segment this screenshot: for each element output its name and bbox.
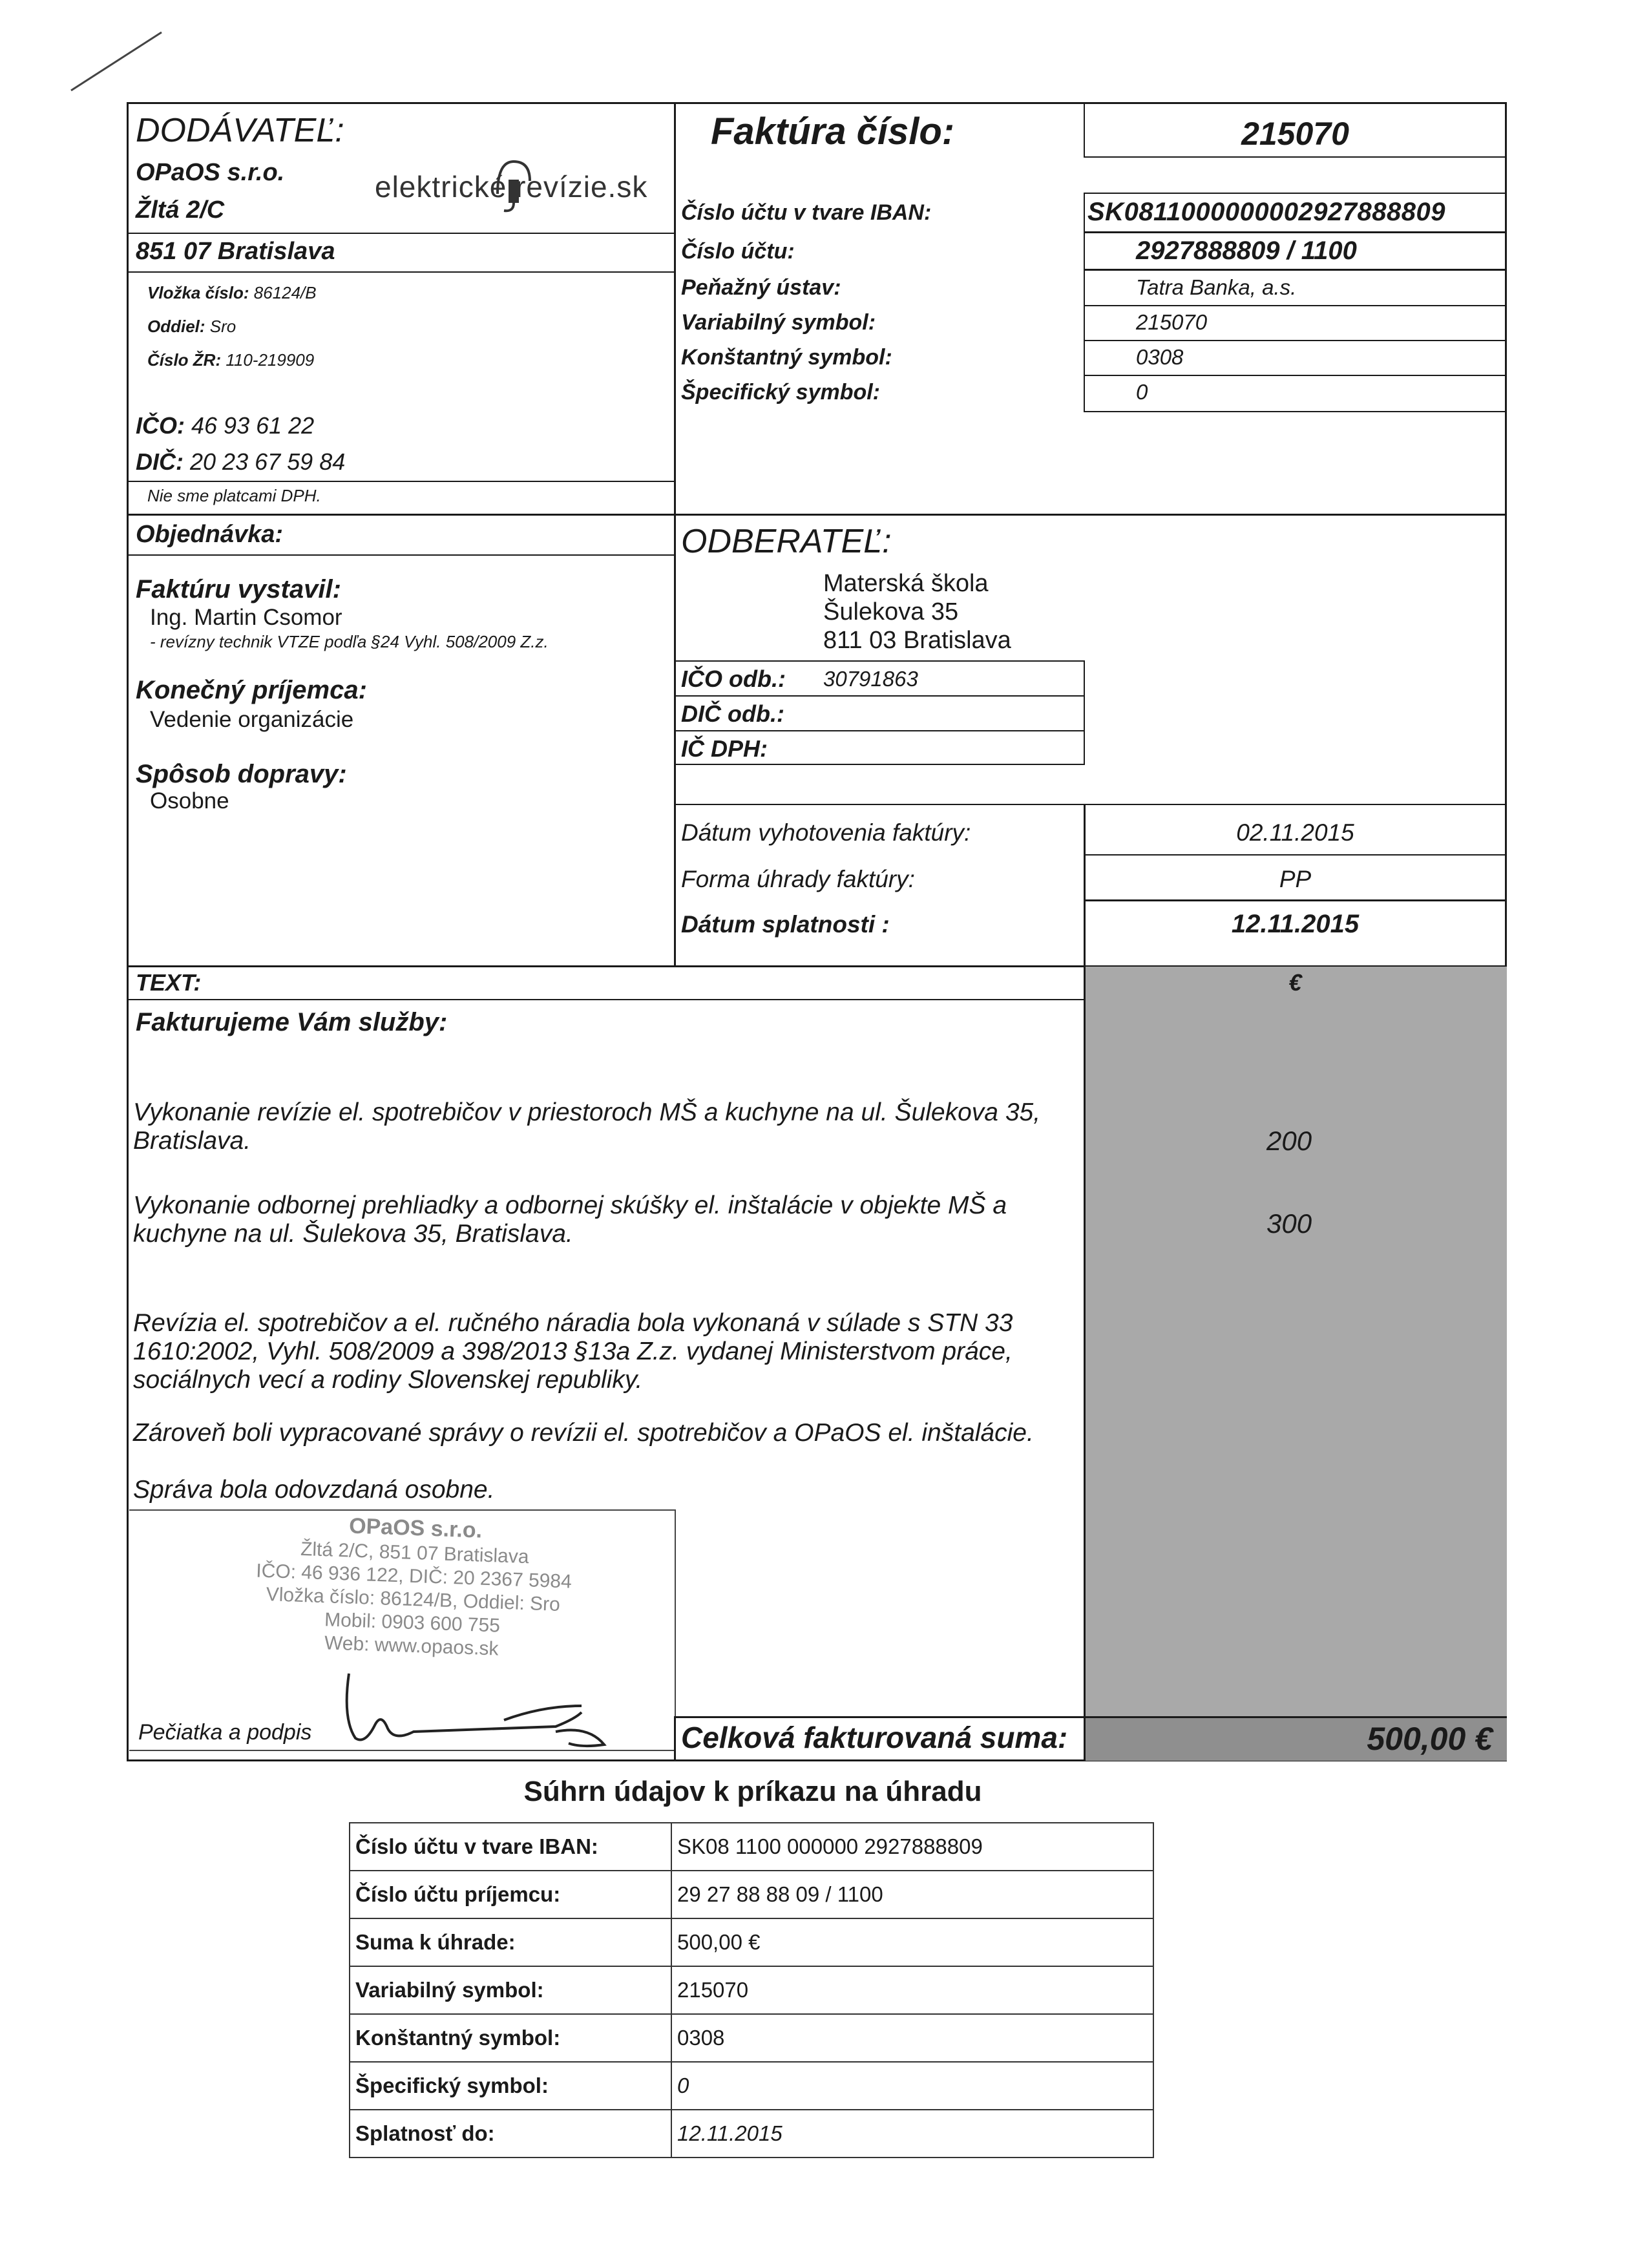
supplier-ico: IČO: 46 93 61 22 bbox=[136, 412, 315, 439]
para1-line1: Revízia el. spotrebičov a el. ručného náradia bola vykonaná v súlade s STN 33 bbox=[133, 1309, 1013, 1337]
recipient-value: Vedenie organizácie bbox=[150, 707, 354, 732]
payment-form-value: PP bbox=[1279, 866, 1312, 892]
due-date-label: Dátum splatnosti : bbox=[681, 911, 890, 938]
account-value: 2927888809 / 1100 bbox=[1136, 236, 1357, 265]
customer-name: Materská škola bbox=[823, 570, 989, 597]
item2-amount: 300 bbox=[1266, 1208, 1312, 1239]
customer-icdph-label: IČ DPH: bbox=[681, 735, 768, 762]
customer-heading: ODBERATEĽ: bbox=[681, 523, 892, 560]
items-intro: Fakturujeme Vám služby: bbox=[136, 1008, 448, 1036]
total-label: Celková fakturovaná suma: bbox=[681, 1721, 1068, 1754]
logo-text: elektrické revízie.sk bbox=[375, 170, 648, 204]
invoice-number: 215070 bbox=[1241, 116, 1349, 152]
total-value: 500,00 € bbox=[1367, 1721, 1493, 1757]
stamp-line4: Vložka číslo: 86124/B, Oddiel: Sro bbox=[266, 1584, 561, 1615]
stamp-line1: OPaOS s.r.o. bbox=[348, 1513, 483, 1543]
supplier-vlozka: Vložka číslo: 86124/B bbox=[147, 283, 317, 302]
supplier-heading: DODÁVATEĽ: bbox=[136, 112, 344, 149]
stamp-line2: Žltá 2/C, 851 07 Bratislava bbox=[300, 1538, 530, 1568]
summary-value: 215070 bbox=[671, 1966, 1153, 2014]
supplier-vat-note: Nie sme platcami DPH. bbox=[147, 486, 321, 505]
signature bbox=[310, 1667, 620, 1751]
summary-label: Variabilný symbol: bbox=[350, 1966, 671, 2014]
summary-title: Súhrn údajov k príkazu na úhradu bbox=[523, 1776, 982, 1807]
summary-label: Splatnosť do: bbox=[350, 2110, 671, 2158]
item2-line2: kuchyne na ul. Šulekova 35, Bratislava. bbox=[133, 1220, 573, 1248]
summary-value: 0308 bbox=[671, 2014, 1153, 2062]
para1-line2: 1610:2002, Vyhl. 508/2009 a 398/2013 §13a Z.z. vydanej Ministerstvom práce, bbox=[133, 1338, 1013, 1365]
supplier-zr: Číslo ŽR: 110-219909 bbox=[147, 350, 315, 370]
currency-header: € bbox=[1288, 969, 1302, 996]
summary-value: 0 bbox=[671, 2062, 1153, 2110]
summary-value: SK08 1100 000000 2927888809 bbox=[671, 1823, 1153, 1871]
customer-street: Šulekova 35 bbox=[823, 598, 959, 625]
vs-value: 215070 bbox=[1136, 310, 1208, 334]
summary-row bbox=[350, 2062, 1153, 2110]
pen-mark bbox=[65, 26, 168, 97]
summary-label: Číslo účtu v tvare IBAN: bbox=[350, 1823, 671, 1871]
summary-row bbox=[350, 1823, 1153, 1871]
customer-ico-label: IČO odb.: bbox=[681, 666, 786, 692]
summary-table bbox=[349, 1822, 1154, 2158]
para2: Zároveň boli vypracované správy o revízii el. spotrebičov a OPaOS el. inštalácie. bbox=[133, 1419, 1034, 1447]
objednavka-label: Objednávka: bbox=[136, 521, 284, 548]
customer-ico-value: 30791863 bbox=[823, 667, 918, 691]
item1-line1: Vykonanie revízie el. spotrebičov v priestoroch MŠ a kuchyne na ul. Šulekova 35, bbox=[133, 1098, 1041, 1126]
invoice-title: Faktúra číslo: bbox=[711, 110, 955, 152]
para1-line3: sociálnych vecí a rodiny Slovenskej republiky. bbox=[133, 1366, 643, 1394]
summary-row bbox=[350, 2014, 1153, 2062]
text-header: TEXT: bbox=[136, 969, 202, 996]
summary-label: Špecifický symbol: bbox=[350, 2062, 671, 2110]
issue-date-value: 02.11.2015 bbox=[1236, 819, 1354, 846]
supplier-oddiel: Oddiel: Sro bbox=[147, 317, 236, 336]
divider-mid bbox=[127, 514, 1507, 516]
customer-city: 811 03 Bratislava bbox=[823, 627, 1011, 654]
issuer-name: Ing. Martin Csomor bbox=[150, 605, 342, 630]
summary-label: Konštantný symbol: bbox=[350, 2014, 671, 2062]
item2-line1: Vykonanie odbornej prehliadky a odbornej skúšky el. inštalácie v objekte MŠ a bbox=[133, 1192, 1007, 1219]
issuer-label: Faktúru vystavil: bbox=[136, 575, 341, 604]
issuer-note: - revízny technik VTZE podľa §24 Vyhl. 508/2009 Z.z. bbox=[150, 632, 549, 651]
company-logo bbox=[375, 155, 659, 213]
item1-amount: 200 bbox=[1266, 1126, 1312, 1156]
ss-value: 0 bbox=[1136, 380, 1148, 404]
vs-label: Variabilný symbol: bbox=[681, 310, 876, 335]
divider-vertical bbox=[674, 102, 676, 967]
due-date-value: 12.11.2015 bbox=[1231, 910, 1360, 938]
summary-row bbox=[350, 2110, 1153, 2158]
stamp-caption: Pečiatka a podpis bbox=[138, 1720, 312, 1745]
company-stamp bbox=[211, 1509, 616, 1664]
item1-line2: Bratislava. bbox=[133, 1127, 251, 1155]
summary-row bbox=[350, 1918, 1153, 1966]
customer-dic-label: DIČ odb.: bbox=[681, 700, 784, 727]
bank-value: Tatra Banka, a.s. bbox=[1136, 275, 1297, 299]
stamp-line6: Web: www.opaos.sk bbox=[324, 1632, 499, 1660]
transport-label: Spôsob dopravy: bbox=[136, 760, 347, 788]
supplier-street: Žltá 2/C bbox=[136, 196, 225, 224]
summary-value: 12.11.2015 bbox=[671, 2110, 1153, 2158]
summary-value: 500,00 € bbox=[671, 1918, 1153, 1966]
recipient-label: Konečný príjemca: bbox=[136, 676, 367, 704]
issue-date-label: Dátum vyhotovenia faktúry: bbox=[681, 819, 971, 846]
transport-value: Osobne bbox=[150, 788, 229, 814]
ss-label: Špecifický symbol: bbox=[681, 380, 881, 404]
stamp-line5: Mobil: 0903 600 755 bbox=[324, 1609, 501, 1637]
summary-label: Číslo účtu príjemcu: bbox=[350, 1871, 671, 1918]
payment-form-label: Forma úhrady faktúry: bbox=[681, 866, 915, 892]
bank-label: Peňažný ústav: bbox=[681, 275, 841, 300]
summary-label: Suma k úhrade: bbox=[350, 1918, 671, 1966]
supplier-city: 851 07 Bratislava bbox=[136, 238, 335, 265]
summary-row bbox=[350, 1966, 1153, 2014]
amount-column-shade bbox=[1084, 967, 1507, 1716]
stamp-line3: IČO: 46 936 122, DIČ: 20 2367 5984 bbox=[255, 1560, 572, 1593]
iban-label: Číslo účtu v tvare IBAN: bbox=[681, 200, 932, 225]
supplier-name: OPaOS s.r.o. bbox=[136, 159, 285, 186]
ks-value: 0308 bbox=[1136, 345, 1184, 369]
para3: Správa bola odovzdaná osobne. bbox=[133, 1476, 495, 1504]
ks-label: Konštantný symbol: bbox=[681, 345, 892, 370]
supplier-dic: DIČ: 20 23 67 59 84 bbox=[136, 448, 346, 475]
summary-value: 29 27 88 88 09 / 1100 bbox=[671, 1871, 1153, 1918]
summary-row bbox=[350, 1871, 1153, 1918]
iban-value: SK0811000000002927888809 bbox=[1087, 198, 1446, 226]
account-label: Číslo účtu: bbox=[681, 239, 795, 264]
